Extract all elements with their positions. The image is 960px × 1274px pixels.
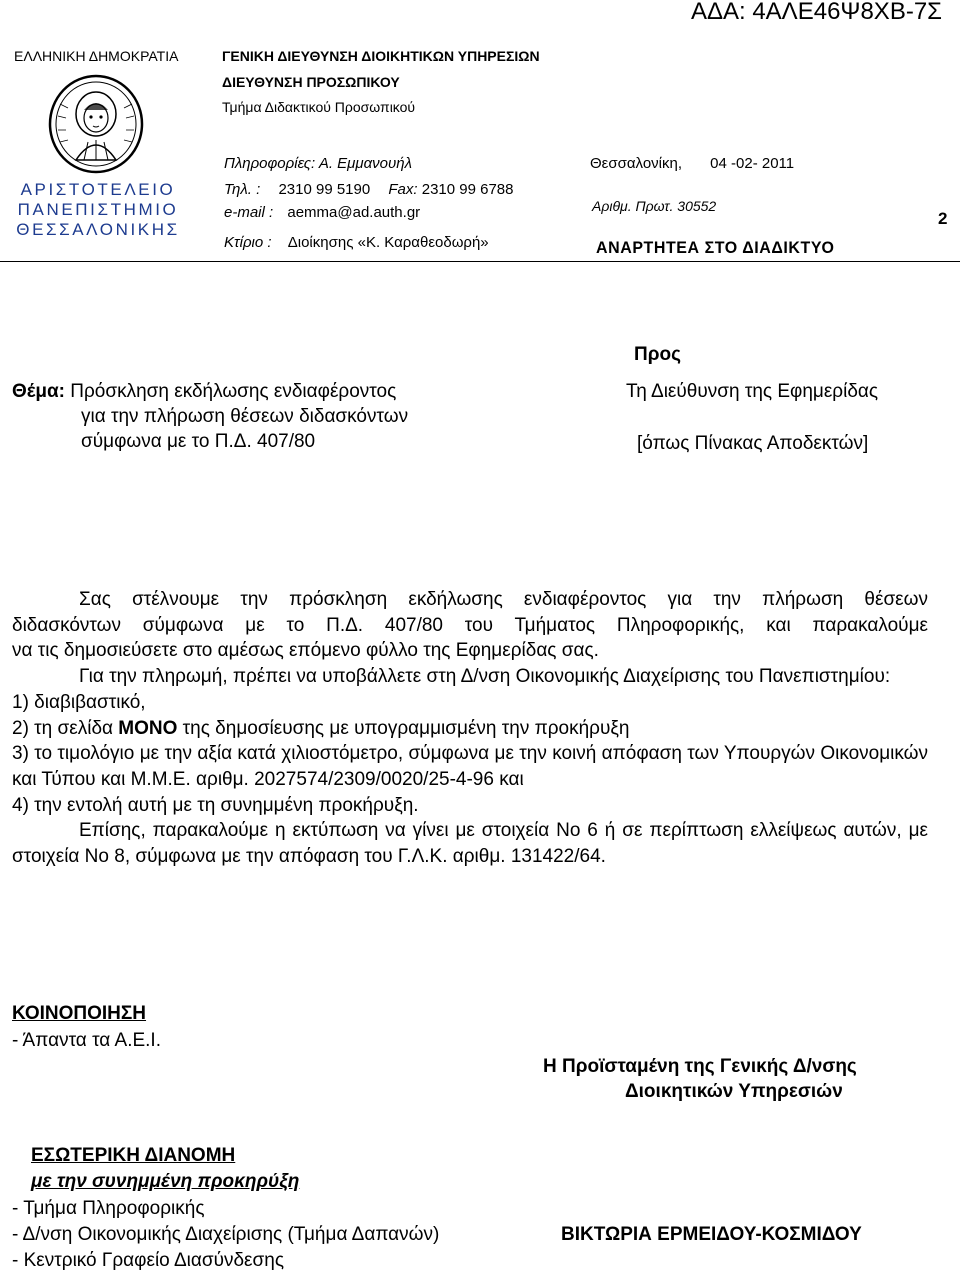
email-link[interactable]: aemma@ad.auth.gr <box>287 204 421 221</box>
republic-label: ΕΛΛΗΝΙΚΗ ΔΗΜΟΚΡΑΤΙΑ <box>14 48 179 64</box>
place-date: Θεσσαλονίκη, 04 -02- 2011 <box>590 155 795 172</box>
body-p2: Για την πληρωμή, πρέπει να υποβάλλετε στη Δ/νση Οικονομικής Διαχείρισης του Πανεπιστημίου: <box>79 666 891 688</box>
to-label: Προς <box>634 344 681 365</box>
internal-subtitle: με την συνημμένη προκηρύξη <box>31 1171 300 1192</box>
info-contact: Πληροφορίες: Α. Εμμανουήλ <box>224 155 412 172</box>
post-online-notice: ΑΝΑΡΤΗΤΕΑ ΣΤΟ ΔΙΑΔΙΚΤΥΟ <box>596 238 835 257</box>
protocol-number: Αριθμ. Πρωτ. 30552 <box>592 198 717 214</box>
department: Τμήμα Διδακτικού Προσωπικού <box>222 99 416 115</box>
university-name: ΑΡΙΣΤΟΤΕΛΕΙΟ ΠΑΝΕΠΙΣΤΗΜΙΟ ΘΕΣΣΑΛΟΝΙΚΗΣ <box>16 180 180 239</box>
body-item-4: 4) την εντολή αυτή με τη συνημμένη προκήρυξη. <box>12 794 419 816</box>
body-p3: Επίσης, παρακαλούμε η εκτύπωση να γίνει με στοιχεία Νο 6 ή σε περίπτωση ελλείψεως αυτών, με στοιχεία Νο 8, σύμφωνα με την απόφαση του Γ.Λ.Κ. αριθμ. 131422/64. <box>12 820 928 868</box>
cc-title: ΚΟΙΝΟΠΟΙΗΣΗ <box>12 1003 147 1024</box>
page-number: 2 <box>938 209 948 228</box>
recipient-note: [όπως Πίνακας Αποδεκτών] <box>637 433 869 454</box>
body-p1-line3: να τις δημοσιεύσετε στο αμέσως επόμενο φύλλο της Εφημερίδας σας. <box>12 640 599 662</box>
subject-line-3: σύμφωνα με το Π.Δ. 407/80 <box>81 431 316 452</box>
university-seal-logo <box>48 74 144 174</box>
letter-body <box>12 587 928 870</box>
cc-item: - Άπαντα τα Α.Ε.Ι. <box>12 1030 161 1051</box>
recipient: Τη Διεύθυνση της Εφημερίδας <box>626 381 879 402</box>
subject-label: Θέμα: <box>12 381 65 402</box>
directorate: ΔΙΕΥΘΥΝΣΗ ΠΡΟΣΩΠΙΚΟΥ <box>222 74 400 90</box>
ada-code: ΑΔΑ: 4ΑΛΕ46Ψ8ΧΒ-7Σ <box>690 0 942 25</box>
building-line: Κτίριο : Διοίκησης «Κ. Καραθεοδωρή» <box>224 234 489 251</box>
subject-line-2: για την πλήρωση θέσεων διδασκόντων <box>81 406 409 427</box>
body-item-2: 2) τη σελίδα ΜΟΝΟ της δημοσίευσης με υπογραμμισμένη την προκήρυξη <box>12 717 630 739</box>
body-p1-line2: διδασκόντων σύμφωνα με το Π.Δ. 407/80 του Τμήματος Πληροφορικής, και παρακαλούμε <box>12 614 928 636</box>
email-line: e-mail : aemma@ad.auth.gr <box>224 204 421 221</box>
subject-line-1: Θέμα: Πρόσκληση εκδήλωσης ενδιαφέροντος <box>12 381 397 402</box>
body-item-1: 1) διαβιβαστικό, <box>12 691 146 713</box>
header-divider <box>0 261 960 262</box>
signature-role-1: Η Προϊσταμένη της Γενικής Δ/νσης <box>543 1056 857 1077</box>
body-p1-line1: Σας στέλνουμε την πρόσκληση εκδήλωσης ενδιαφέροντος για την πλήρωση θέσεων <box>79 589 928 610</box>
tel-line: Τηλ. : 2310 99 5190 Fax: 2310 99 6788 <box>224 181 514 198</box>
internal-title: ΕΣΩΤΕΡΙΚΗ ΔΙΑΝΟΜΗ <box>31 1145 236 1166</box>
internal-item-3: - Κεντρικό Γραφείο Διασύνδεσης <box>12 1250 284 1271</box>
body-item-3: 3) το τιμολόγιο με την αξία κατά χιλιοστόμετρο, σύμφωνα με την κοινή απόφαση των Υπουργών Οικονομικών και Τύπου και Μ.Μ.Ε. αριθμ. 2027574/2309/0020/25-4-96 και <box>12 743 928 790</box>
general-directorate: ΓΕΝΙΚΗ ΔΙΕΥΘΥΝΣΗ ΔΙΟΙΚΗΤΙΚΩΝ ΥΠΗΡΕΣΙΩΝ <box>222 48 540 64</box>
signature-role-2: Διοικητικών Υπηρεσιών <box>625 1081 843 1102</box>
internal-item-2: - Δ/νση Οικονομικής Διαχείρισης (Τμήμα Δαπανών) <box>12 1224 440 1245</box>
internal-item-1: - Τμήμα Πληροφορικής <box>12 1198 205 1219</box>
signatory-name: ΒΙΚΤΩΡΙΑ ΕΡΜΕΙΔΟΥ-ΚΟΣΜΙΔΟΥ <box>561 1224 862 1245</box>
